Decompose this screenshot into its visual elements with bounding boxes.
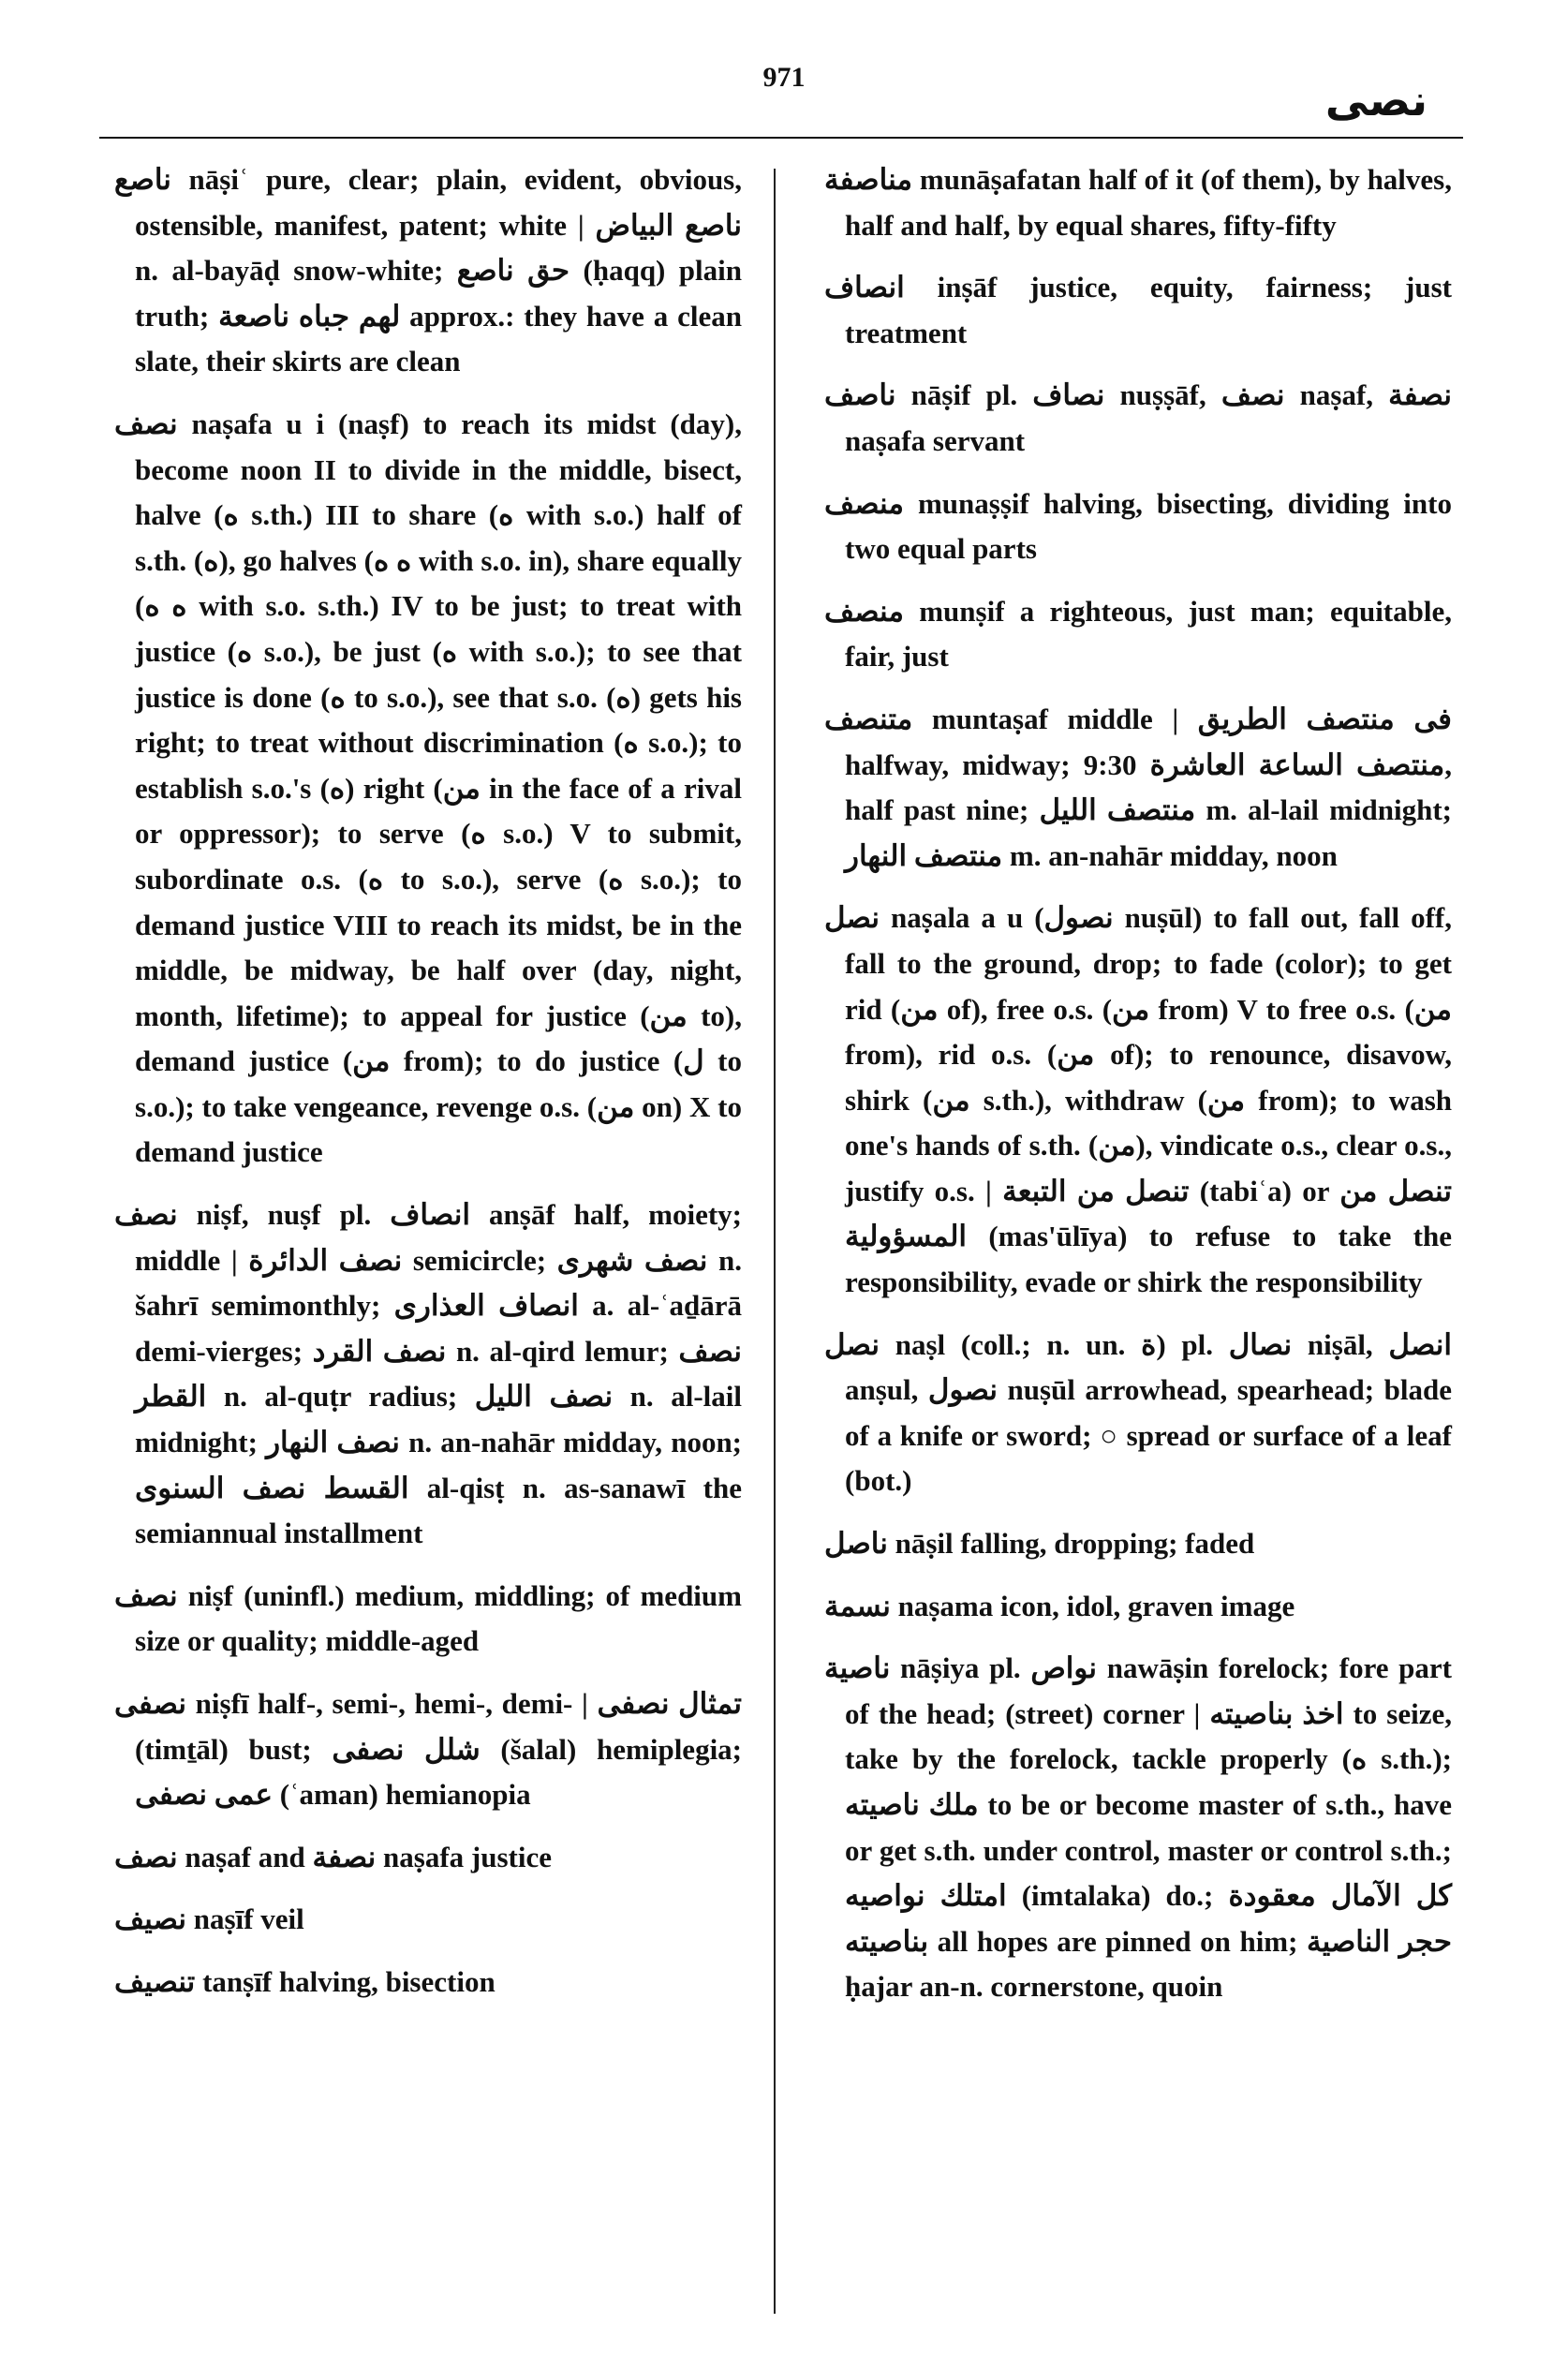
header-rule (99, 137, 1463, 139)
dictionary-entry: ناصع nāṣiʿ pure, clear; plain, evident, obvious, ostensible, manifest, patent; white | ناصع البياض n. al-bayāḍ snow-white; حق ناصع (ḥaqq) plain truth; لهم جباه ناصعة approx.: they have a clean slate, their skirts are clean (114, 163, 743, 378)
dictionary-entry: منصف munṣif a righteous, just man; equitable, fair, just (824, 594, 1452, 674)
dictionary-entry: منصف munaṣṣif halving, bisecting, dividing into two equal parts (824, 486, 1452, 566)
dictionary-entry: مناصفة munāṣafatan half of it (of them), by halves, half and half, by equal shares, fifty-fifty (824, 163, 1452, 242)
dictionary-entry: نصفى niṣfī half-, semi-, hemi-, demi- | تمثال نصفى (timṯāl) bust; شلل نصفى (šalal) hemiplegia; عمى نصفى (ʿaman) hemianopia (114, 1687, 743, 1812)
dictionary-entry: ناصية nāṣiya pl. نواص nawāṣin forelock; fore part of the head; (street) corner | اخذ بناصيته to seize, take by the forelock, tackle properly (ه s.th.); ملك ناصيته to be or become master of s.th., have or get s.th. under control, master or control s.th.; امتلك نواصيه (imtalaka) do.; كل الآمال معقودة بناصيته all hopes are pinned on him; حجر الناصية ḥajar an-n. cornerstone, quoin (824, 1651, 1453, 2004)
page-number: 971 (762, 62, 806, 93)
dictionary-entry: تنصيف tanṣīf halving, bisection (114, 1964, 496, 1998)
column-divider (774, 169, 776, 2314)
dictionary-entry: نسمة naṣama icon, idol, graven image (824, 1589, 1295, 1622)
dictionary-entry: انصاف inṣāf justice, equity, fairness; just treatment (824, 271, 1452, 349)
dictionary-entry: متنصف muntaṣaf middle | فى منتصف الطريق halfway, midway; منتصف الساعة العاشرة 9:30, half past nine; منتصف الليل m. al-lail midnight; منتصف النهار m. an-nahār midday, noon (824, 702, 1453, 872)
running-head: نصى (1324, 75, 1427, 126)
left-column (114, 157, 742, 2022)
right-column (824, 157, 1452, 2027)
dictionary-entry: نصف niṣf (uninfl.) medium, middling; of medium size or quality; middle-aged (114, 1578, 742, 1658)
dictionary-entry: نصل naṣala a u (نصول nuṣūl) to fall out, fall off, fall to the ground, drop; to fade (color); to get rid (من of), free o.s. (من from) V to free o.s. (من from), rid o.s. (من of); to renounce, disavow, shirk (من s.th.), withdraw (من from); to wash one's hands of s.th. (من), vindicate o.s., clear o.s., justify o.s. | تنصل من التبعة (tabiʿa) or تنصل من المسؤولية (mas'ūlīya) to refuse to take the responsibility, evade or shirk the responsibility (824, 901, 1453, 1299)
dictionary-entry: ناصل nāṣil falling, dropping; faded (824, 1527, 1255, 1561)
dictionary-entry: نصل naṣl (coll.; n. un. ة) pl. نصال niṣāl, انصل anṣul, نصول nuṣūl arrowhead, spearhead; blade of a knife or sword; ○ spread or surface of a leaf (bot.) (824, 1327, 1453, 1498)
dictionary-entry: نصف naṣafa u i (naṣf) to reach its midst (day), become noon II to divide in the middle, bisect, halve (ه s.th.) III to share (ه with s.o.) half of s.th. (ه), go halves (ه ه with s.o. in), share equally (ه ه with s.o. s.th.) IV to be just; to treat with justice (ه s.o.), be just (ه with s.o.); to see that justice is done (ه to s.o.), see that s.o. (ه) gets his right; to treat without discrimination (ه s.o.); to establish s.o.'s (ه) right (من in the face of a rival or oppressor); to serve (ه s.o.) V to submit, subordinate o.s. (ه to s.o.), serve (ه s.o.); to demand justice VIII to reach its midst, be in the middle, be midway, be half over (day, night, month, lifetime); to appeal for justice (من to), demand justice (من from); to do justice (ل to s.o.); to take vengeance, revenge o.s. (من on) X to demand justice (114, 407, 743, 1169)
dictionary-entry: نصيف naṣīf veil (114, 1902, 304, 1936)
dictionary-entry: ناصف nāṣif pl. نصاف nuṣṣāf, نصف naṣaf, نصفة naṣafa servant (824, 378, 1452, 457)
dictionary-entry: نصف niṣf, nuṣf pl. انصاف anṣāf half, moiety; middle | نصف الدائرة semicircle; نصف شهرى n. šahrī semimonthly; انصاف العذارى a. al-ʿaḏārā demi-vierges; نصف القرد n. al-qird lemur; نصف القطر n. al-quṭr radius; نصف الليل n. al-lail midnight; نصف النهار n. an-nahār midday, noon; القسط نصف السنوى al-qisṭ n. as-sanawī the semiannual installment (114, 1198, 743, 1550)
dictionary-entry: نصف naṣaf and نصفة naṣafa justice (114, 1840, 552, 1873)
